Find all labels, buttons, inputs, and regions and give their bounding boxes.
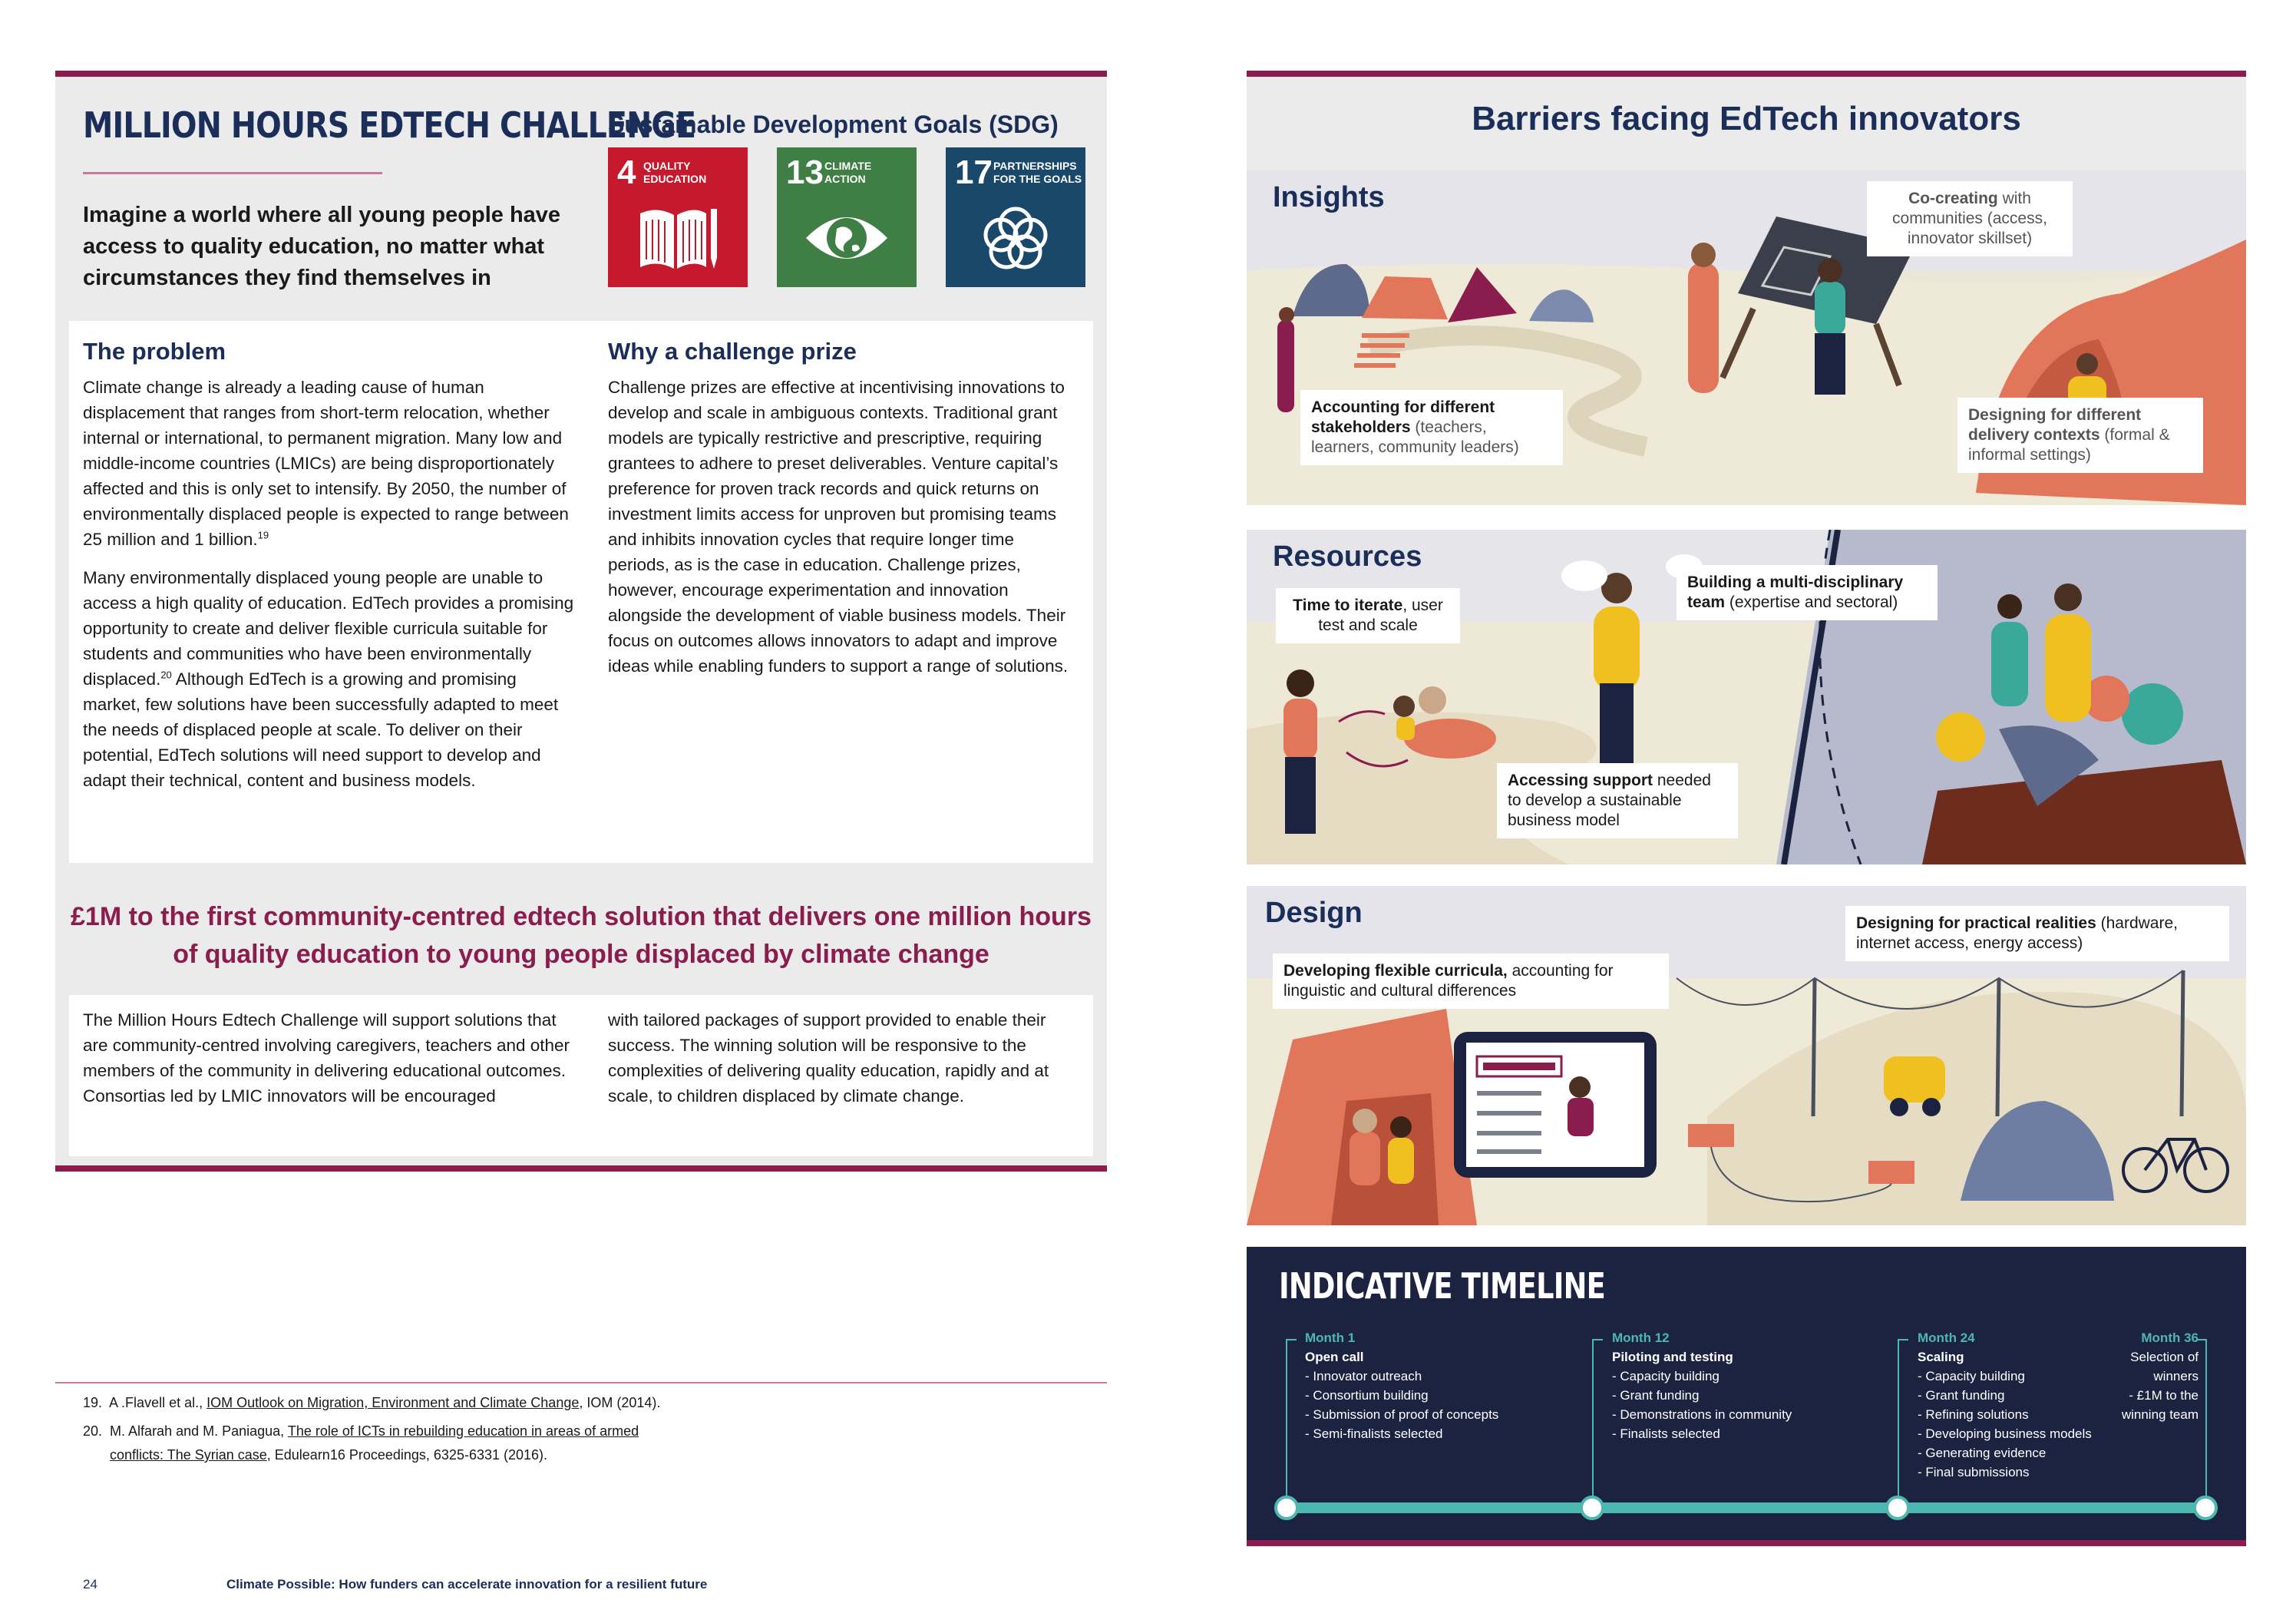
footnote-19: 19. A .Flavell et al., IOM Outlook on Migration, Environment and Climate Change, IOM (2014). bbox=[83, 1395, 661, 1410]
callout-delivery-contexts: Designing for different delivery contexts (formal & informal settings) bbox=[1957, 398, 2203, 473]
book-icon bbox=[636, 198, 720, 275]
timeline-phase-month-24: Month 24 Scaling - Capacity building - Grant funding - Refining solutions - Developing business models - Generating evidence - Final submissions bbox=[1918, 1328, 2163, 1482]
sdg-label: CLIMATE ACTION bbox=[824, 160, 872, 185]
support-section bbox=[69, 995, 1093, 1156]
footnote-rule bbox=[55, 1382, 1107, 1383]
sdg-tile-13 bbox=[777, 147, 917, 287]
running-title: Climate Possible: How funders can accelerate innovation for a resilient future bbox=[226, 1577, 708, 1592]
design-title: Design bbox=[1265, 897, 1363, 929]
barriers-header bbox=[1247, 71, 2246, 170]
footnote-20: 20. M. Alfarah and M. Paniagua, The role of ICTs in rebuilding education in areas of armed bbox=[83, 1423, 639, 1439]
sdg-tile-17 bbox=[946, 147, 1085, 287]
problem-heading: The problem bbox=[83, 338, 226, 365]
timeline-title: INDICATIVE TIMELINE bbox=[1279, 1265, 1606, 1307]
support-text-col1: The Million Hours Edtech Challenge will support solutions that are community-centred involving caregivers, teachers and other members of the community in delivering educational outcomes. Consortias led by LMIC innovators will be encouraged bbox=[83, 1010, 570, 1106]
timeline-bracket bbox=[1898, 1339, 1899, 1499]
callout-multi-disciplinary-team: Building a multi-disciplinary team (expertise and sectoral) bbox=[1677, 565, 1938, 620]
support-text-col2: with tailored packages of support provided to enable their success. The winning solution will be responsive to the complexities of delivering quality education, rapidly and at scale, to children displaced by climate change. bbox=[608, 1010, 1049, 1106]
interlocking-rings-icon bbox=[973, 198, 1058, 275]
sdg-label: QUALITY EDUCATION bbox=[643, 160, 707, 185]
callout-time-to-iterate: Time to iterate, user test and scale bbox=[1276, 588, 1460, 643]
eye-globe-icon bbox=[804, 198, 889, 275]
timeline-bracket bbox=[2205, 1339, 2207, 1499]
footnote-link[interactable]: conflicts: The Syrian case bbox=[110, 1447, 267, 1463]
intro-text: Imagine a world where all young people have access to quality education, no matter what circumstances they find themselves in bbox=[83, 203, 561, 290]
timeline-tick bbox=[1592, 1339, 1603, 1340]
sdg-number: 17 bbox=[955, 154, 993, 191]
timeline-milestone-dot bbox=[1885, 1496, 1910, 1520]
sdg-tile-4 bbox=[608, 147, 748, 287]
footnote-20-continued: conflicts: The Syrian case, Edulearn16 Proceedings, 6325-6331 (2016). bbox=[110, 1447, 548, 1463]
design-scene bbox=[1247, 886, 2246, 1225]
problem-section bbox=[69, 321, 1093, 863]
callout-flexible-curricula: Developing flexible curricula, accounting for linguistic and cultural differences bbox=[1273, 954, 1669, 1009]
timeline-phase-month-36: Month 36 Selection of winners - £1M to the winning team bbox=[2068, 1328, 2199, 1424]
problem-text: Climate change is already a leading cause of human displacement that ranges from short-term relocation, whether internal or international, to permanent migration. Many low and middle-income countries (LMICs) are being disproportionately affected and this is only set to intensify. By 2050, the number of environmentally displaced people is expected to range between 25 million and 1 billion.$^{19}$ Many environmentally displaced young people are unable to access a high quality of education. EdTech provides a promising opportunity to create and deliver flexible curricula suitable for students and communities who have been environmentally displaced.$^{20}$ Although EdTech is a growing and promising market, few solutions have been successfully adapted to meet the needs of displaced people at scale. To deliver on their potential, EdTech solutions will need support to develop and adapt their technical, content and business models. bbox=[83, 378, 574, 790]
footnote-link[interactable]: The role of ICTs in rebuilding education in areas of armed bbox=[287, 1423, 639, 1439]
timeline-milestone-dot bbox=[1580, 1496, 1604, 1520]
timeline-bracket bbox=[1592, 1339, 1594, 1499]
why-prize-heading: Why a challenge prize bbox=[608, 338, 857, 365]
callout-stakeholders: Accounting for different stakeholders (teachers, learners, community leaders) bbox=[1300, 390, 1563, 465]
resources-scene bbox=[1247, 530, 2246, 864]
indicative-timeline bbox=[1247, 1247, 2246, 1546]
challenge-title: MILLION HOURS EDTECH CHALLENGE bbox=[83, 104, 696, 146]
timeline-bracket bbox=[1286, 1339, 1287, 1499]
footnote-link[interactable]: IOM Outlook on Migration, Environment and Climate Change bbox=[206, 1395, 580, 1410]
sdg-heading: Sustainable Development Goals (SDG) bbox=[608, 111, 1059, 138]
insights-title: Insights bbox=[1273, 181, 1385, 213]
callout-co-creating: Co-creating with communities (access, innovator skillset) bbox=[1867, 181, 2073, 256]
insights-scene bbox=[1247, 170, 2246, 505]
timeline-milestone-dot bbox=[1274, 1496, 1299, 1520]
timeline-tick bbox=[1898, 1339, 1908, 1340]
barriers-title: Barriers facing EdTech innovators bbox=[1472, 100, 2021, 137]
timeline-milestone-dot bbox=[2193, 1496, 2218, 1520]
sdg-number: 13 bbox=[786, 154, 824, 191]
challenge-panel bbox=[55, 71, 1107, 1172]
callout-practical-realities: Designing for practical realities (hardware, internet access, energy access) bbox=[1845, 906, 2229, 961]
prize-headline: £1M to the first community-centred edtech solution that delivers one million hours of quality education to young people displaced by climate change bbox=[71, 902, 1092, 969]
page-number: 24 bbox=[83, 1577, 97, 1592]
callout-accessing-support: Accessing support needed to develop a sustainable business model bbox=[1497, 763, 1738, 838]
timeline-bar bbox=[1287, 1502, 2209, 1513]
title-rule bbox=[83, 172, 382, 174]
why-prize-text: Challenge prizes are effective at incentivising innovations to develop and scale in ambiguous contexts. Traditional grant models are typically restrictive and prescriptive, requiring grantees to adhere to preset deliverables. Venture capital’s preference for proven track records and quick returns on investment limits access for unproven but promising teams and inhibits innovation cycles that require longer time periods, as is the case in education. Challenge prizes, however, encourage experimentation and innovation alongside the development of viable business models. Their focus on outcomes allows innovators to adapt and improve ideas while enabling funders to support a range of solutions. bbox=[608, 378, 1069, 676]
resources-title: Resources bbox=[1273, 540, 1422, 573]
timeline-tick bbox=[1286, 1339, 1297, 1340]
sdg-label: PARTNERSHIPS FOR THE GOALS bbox=[993, 160, 1082, 185]
timeline-phase-month-12: Month 12 Piloting and testing - Capacity building - Grant funding - Demonstrations in community - Finalists selected bbox=[1612, 1328, 1888, 1443]
timeline-phase-month-1: Month 1 Open call - Innovator outreach - Consortium building - Submission of proof of concepts - Semi-finalists selected bbox=[1305, 1328, 1581, 1443]
sdg-number: 4 bbox=[617, 154, 636, 191]
